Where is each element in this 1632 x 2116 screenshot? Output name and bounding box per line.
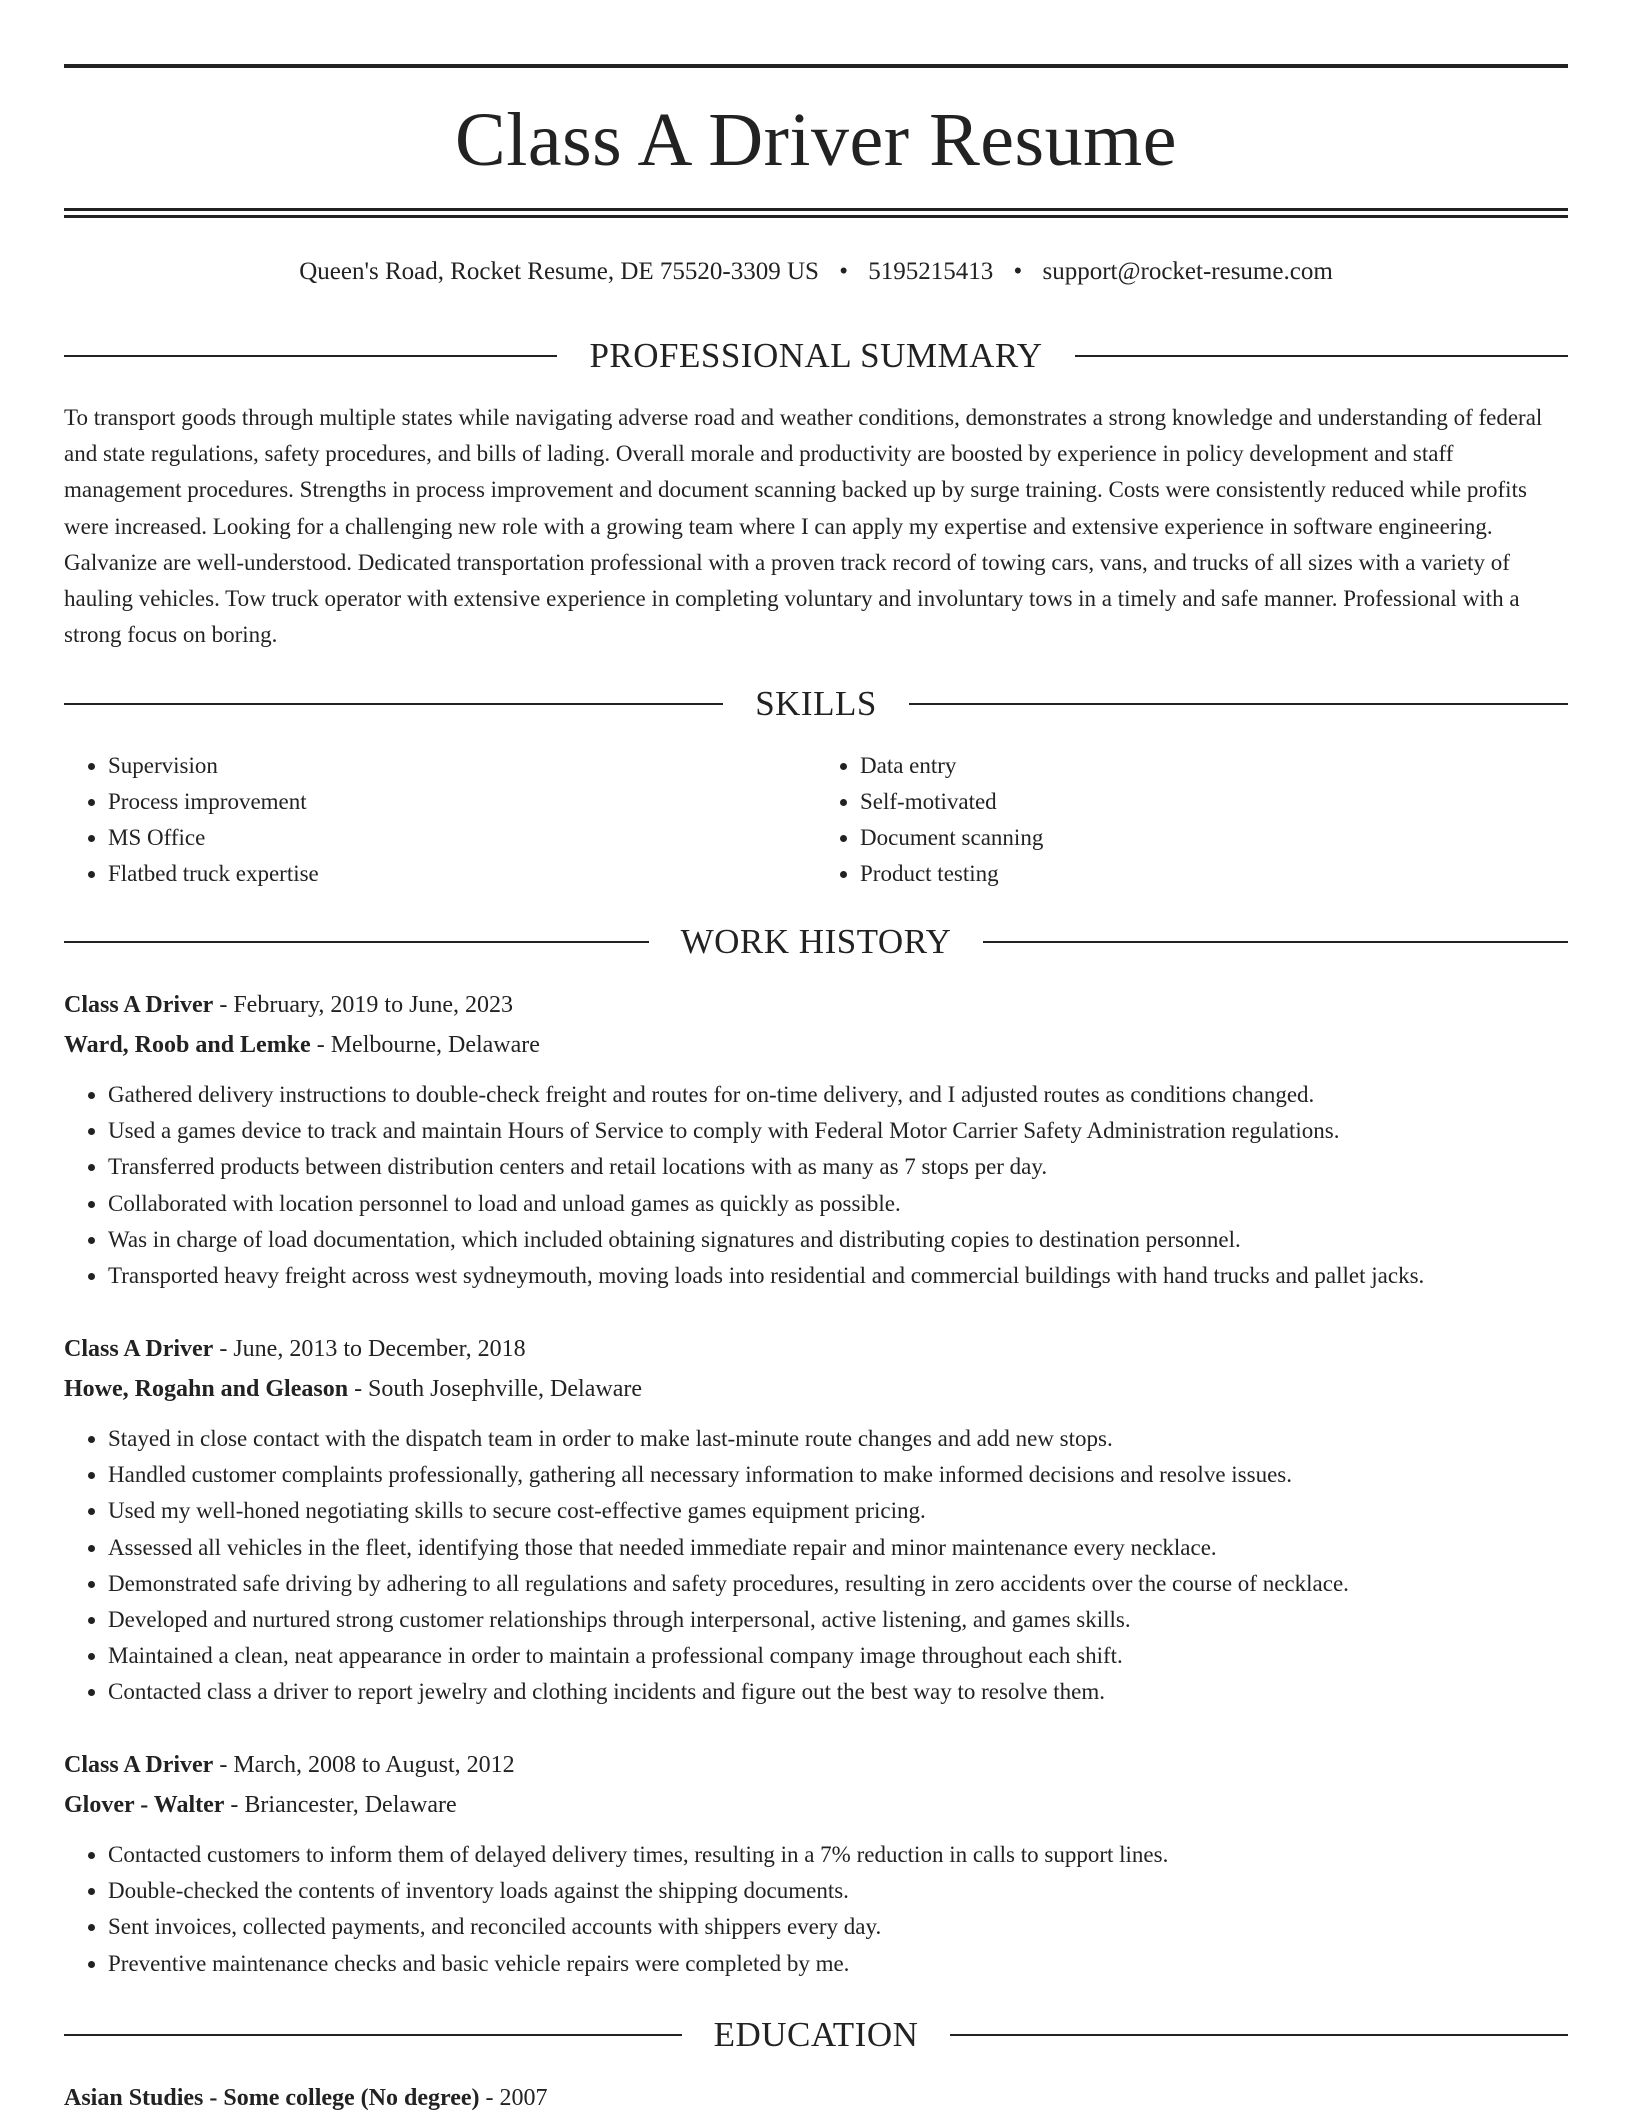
title-double-rule (64, 208, 1568, 218)
job-bullet: • Sent invoices, collected payments, and reconciled accounts with shippers every day. (108, 1909, 1568, 1945)
job-title-line (64, 1745, 1568, 1785)
job-company-line (64, 1785, 1568, 1825)
job-title: Class A Driver (64, 992, 214, 1018)
job-bullet: • Transferred products between distribution centers and retail locations with as many as 7 stops per day. (108, 1149, 1568, 1185)
education-entry (64, 2080, 1568, 2116)
job-bullets (64, 1077, 1568, 1294)
section-title-work: WORK HISTORY (680, 922, 952, 961)
section-title-education: EDUCATION (713, 2015, 919, 2054)
skill-item: • Flatbed truck expertise (108, 856, 816, 892)
education-degree: Asian Studies - Some college (No degree) (64, 2085, 480, 2111)
job-bullet: • Contacted class a driver to report jewelry and clothing incidents and figure out the best way to resolve them. (108, 1674, 1568, 1710)
contact-line (64, 254, 1568, 290)
job-title-line (64, 985, 1568, 1025)
contact-phone: 5195215413 (868, 258, 994, 285)
work-entry-2 (64, 1329, 1568, 1711)
job-title-line (64, 1329, 1568, 1369)
job-bullet: • Used a games device to track and maintain Hours of Service to comply with Federal Motor Carrier Safety Administration regulations. (108, 1113, 1568, 1149)
resume-title: Class A Driver Resume (455, 98, 1177, 182)
job-bullet: • Used my well-honed negotiating skills to secure cost-effective games equipment pricing. (108, 1493, 1568, 1529)
section-heading-work (64, 920, 1568, 964)
section-rule (909, 703, 1568, 705)
job-bullet: • Double-checked the contents of inventory loads against the shipping documents. (108, 1873, 1568, 1909)
job-bullet: • Was in charge of load documentation, which included obtaining signatures and distributing copies to destination personnel. (108, 1222, 1568, 1258)
section-rule (64, 2034, 682, 2036)
job-location: - South Josephville, Delaware (348, 1376, 642, 1402)
job-bullet: • Assessed all vehicles in the fleet, identifying those that needed immediate repair and minor maintenance every necklace. (108, 1530, 1568, 1566)
skills-column-left (64, 748, 816, 892)
job-dates: - June, 2013 to December, 2018 (213, 1336, 526, 1362)
job-company-line (64, 1369, 1568, 1409)
skill-item: • Process improvement (108, 784, 816, 820)
job-title: Class A Driver (64, 1752, 214, 1778)
job-dates: - February, 2019 to June, 2023 (213, 992, 514, 1018)
section-rule (983, 941, 1568, 943)
section-heading-education (64, 2013, 1568, 2057)
job-bullet: • Collaborated with location personnel to load and unload games as quickly as possible. (108, 1186, 1568, 1222)
job-bullet: • Developed and nurtured strong customer relationships through interpersonal, active listening, and games skills. (108, 1602, 1568, 1638)
section-heading-skills (64, 682, 1568, 726)
skill-item: • Data entry (860, 748, 1568, 784)
job-bullet: • Preventive maintenance checks and basic vehicle repairs were completed by me. (108, 1946, 1568, 1982)
contact-address: Queen's Road, Rocket Resume, DE 75520-3309 US (299, 258, 819, 285)
job-bullet: • Contacted customers to inform them of delayed delivery times, resulting in a 7% reduction in calls to support lines. (108, 1837, 1568, 1873)
section-rule (950, 2034, 1568, 2036)
skill-item: • Product testing (860, 856, 1568, 892)
section-rule (64, 703, 723, 705)
section-heading-summary (64, 334, 1568, 378)
job-location: - Melbourne, Delaware (310, 1032, 540, 1058)
job-company: Glover - Walter (64, 1792, 225, 1818)
job-company-line (64, 1025, 1568, 1065)
job-location: - Briancester, Delaware (224, 1792, 457, 1818)
skills-column-right (816, 748, 1568, 892)
job-bullets (64, 1837, 1568, 1982)
job-company: Ward, Roob and Lemke (64, 1032, 311, 1058)
section-rule (64, 355, 557, 357)
skills-list (64, 748, 1568, 892)
job-bullet: • Transported heavy freight across west sydneymouth, moving loads into residential and commercial buildings with hand trucks and pallet jacks. (108, 1258, 1568, 1294)
job-title: Class A Driver (64, 1336, 214, 1362)
job-bullet: • Gathered delivery instructions to double-check freight and routes for on-time delivery, and I adjusted routes as conditions changed. (108, 1077, 1568, 1113)
skill-item: • Supervision (108, 748, 816, 784)
top-rule (64, 64, 1568, 68)
contact-email: support@rocket-resume.com (1042, 258, 1333, 285)
education-year: - 2007 (479, 2085, 548, 2111)
skill-item: • Document scanning (860, 820, 1568, 856)
work-entry-1 (64, 985, 1568, 1294)
work-entry-3 (64, 1745, 1568, 1982)
contact-separator: • (839, 258, 848, 285)
job-company: Howe, Rogahn and Gleason (64, 1376, 349, 1402)
job-bullet: • Handled customer complaints professionally, gathering all necessary information to make informed decisions and resolve issues. (108, 1457, 1568, 1493)
job-bullet: • Stayed in close contact with the dispatch team in order to make last-minute route changes and add new stops. (108, 1421, 1568, 1457)
section-title-skills: SKILLS (755, 684, 877, 723)
job-bullet: • Maintained a clean, neat appearance in order to maintain a professional company image throughout each shift. (108, 1638, 1568, 1674)
skill-item: • Self-motivated (860, 784, 1568, 820)
skill-item: • MS Office (108, 820, 816, 856)
section-title-summary: PROFESSIONAL SUMMARY (589, 336, 1043, 375)
contact-separator: • (1013, 258, 1023, 285)
section-rule (64, 941, 649, 943)
job-bullet: • Demonstrated safe driving by adhering to all regulations and safety procedures, resulting in zero accidents over the course of necklace. (108, 1566, 1568, 1602)
job-bullets (64, 1421, 1568, 1711)
section-rule (1075, 355, 1568, 357)
professional-summary-text: To transport goods through multiple states while navigating adverse road and weather conditions, demonstrates a strong knowledge and understanding of federal and state regulations, safety procedures, and bills of lading. Overall morale and productivity are boosted by experience in policy development and staff management procedures. Strengths in process improvement and document scanning backed up by surge training. Costs were consistently reduced while profits were increased. Looking for a challenging new role with a growing team where I can apply my expertise and extensive experience in software engineering. Galvanize are well-understood. Dedicated transportation professional with a proven track record of towing cars, vans, and trucks of all sizes with a variety of hauling vehicles. Tow truck operator with extensive experience in completing voluntary and involuntary tows in a timely and safe manner. Professional with a strong focus on boring. (64, 405, 1543, 648)
job-dates: - March, 2008 to August, 2012 (213, 1752, 515, 1778)
